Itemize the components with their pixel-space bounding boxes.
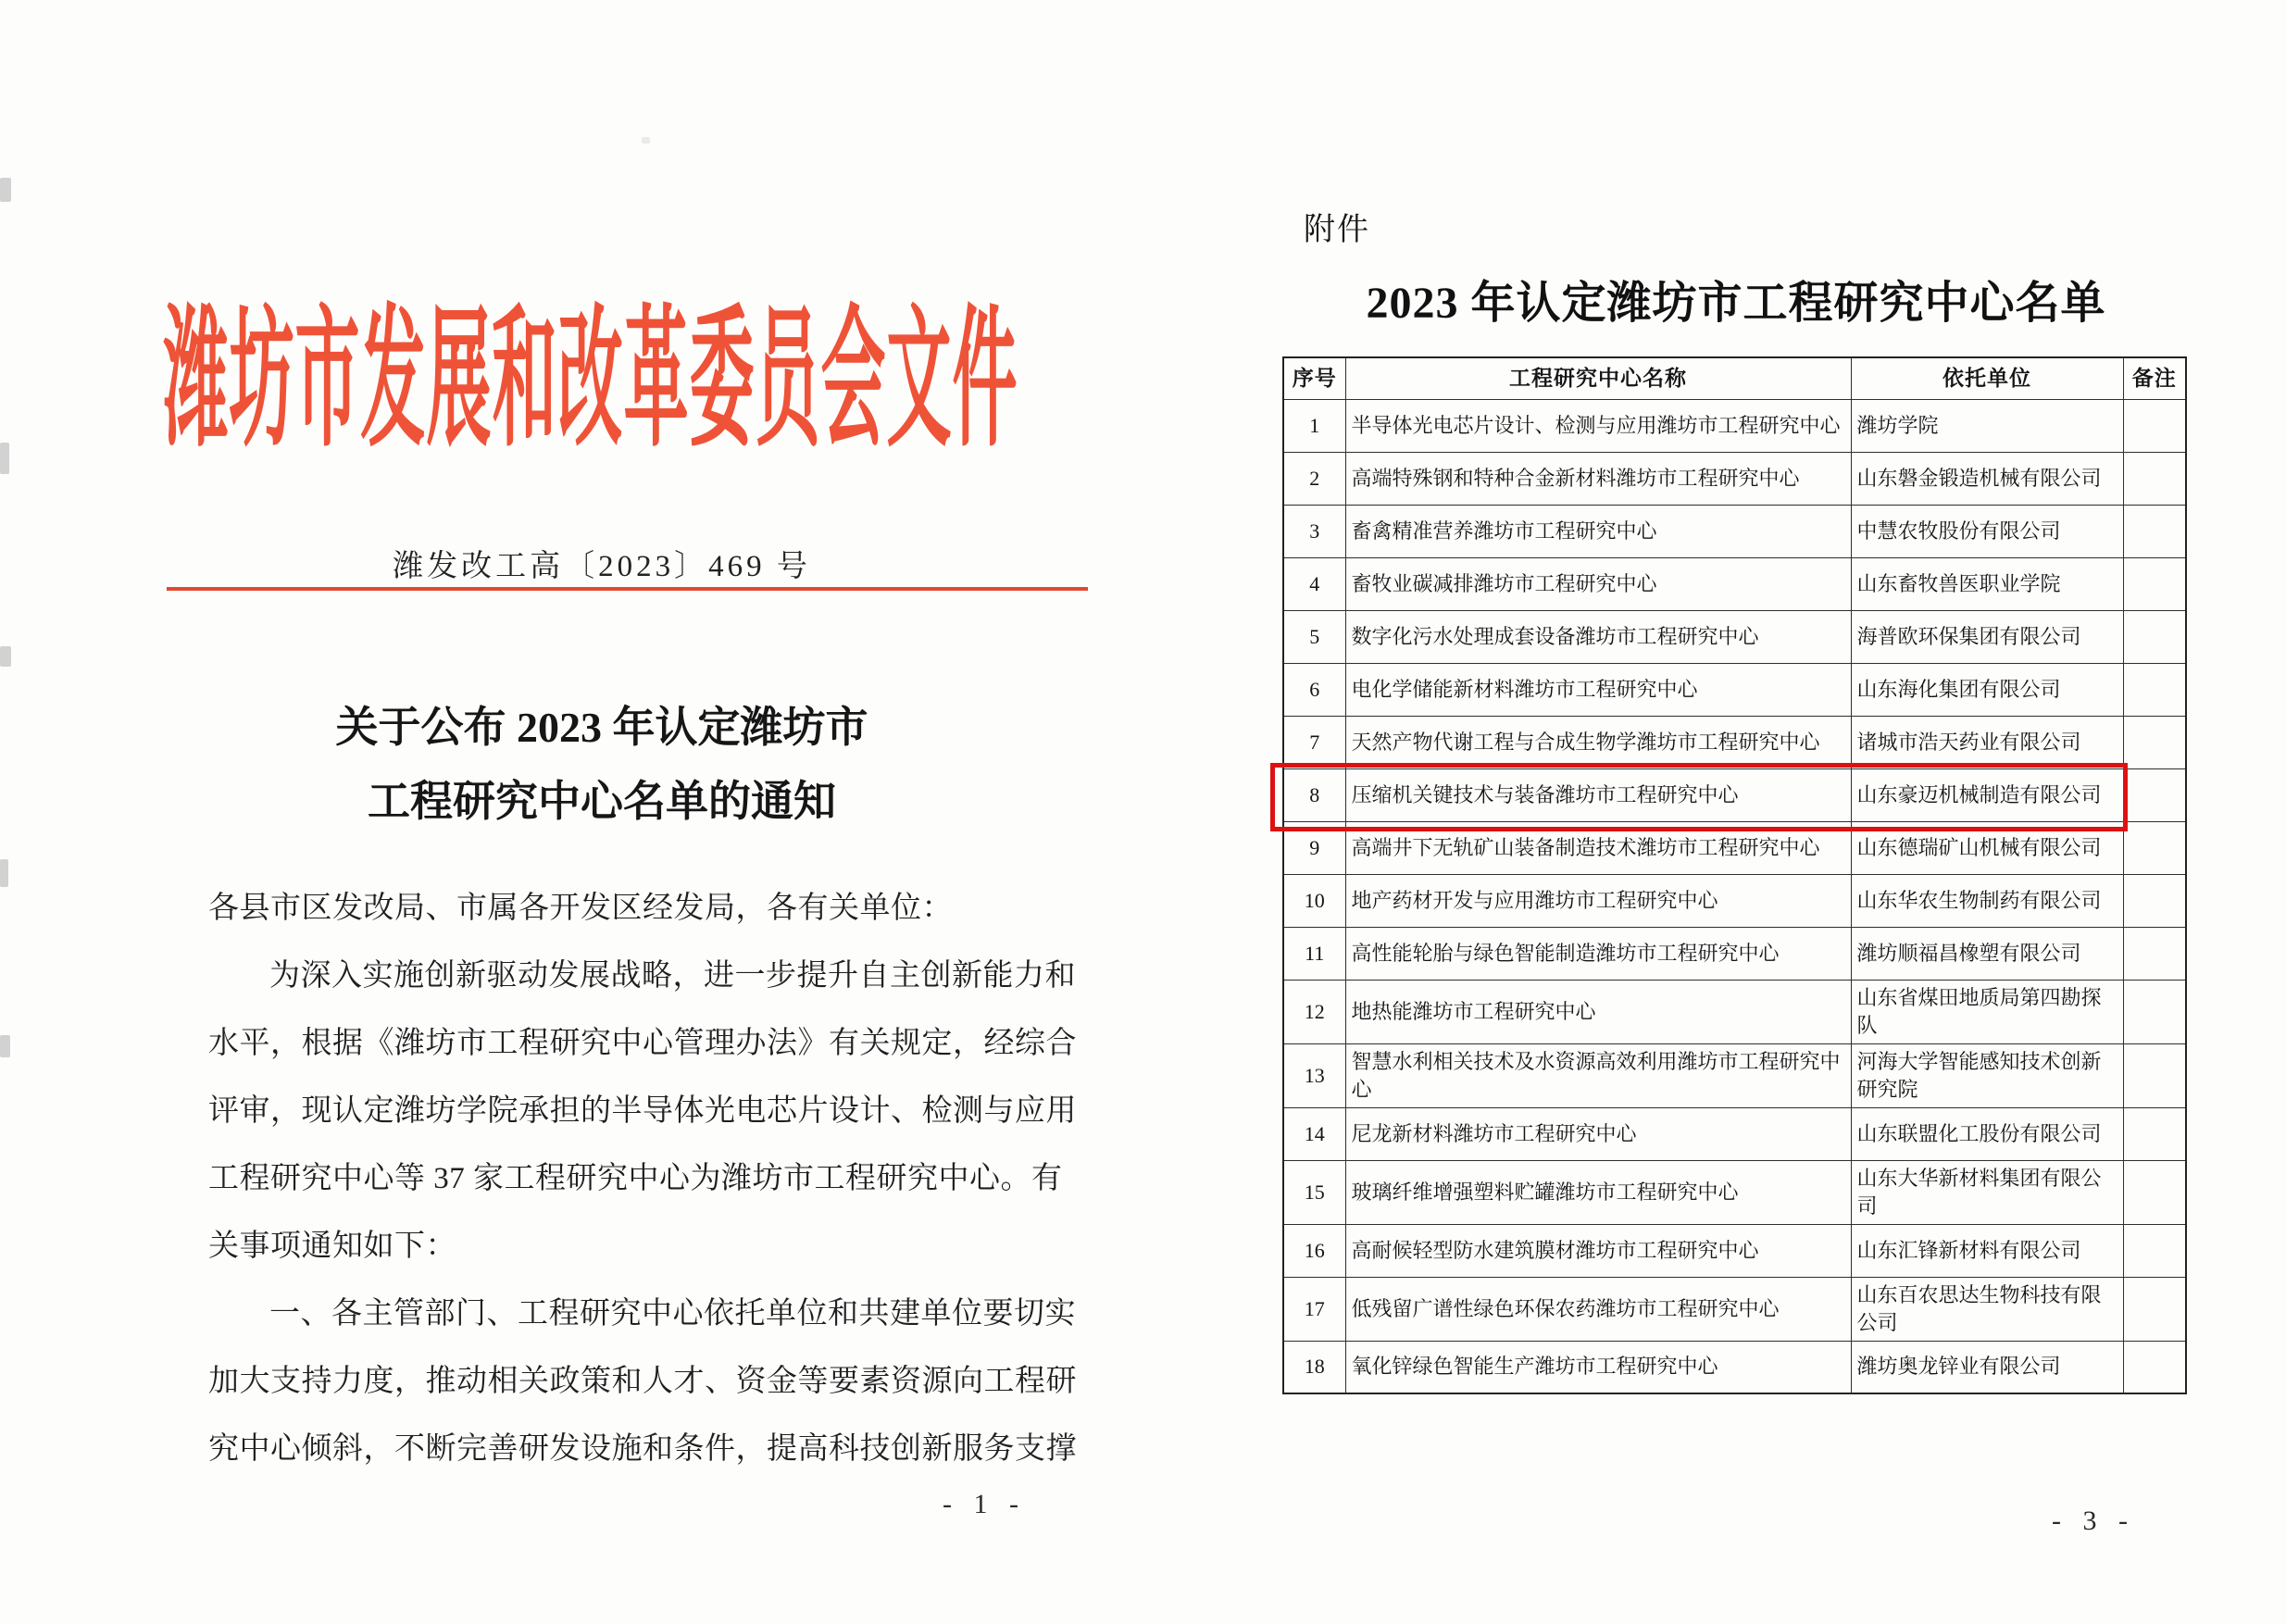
cell-org: 山东百农思达生物科技有限公司 [1851,1277,2123,1341]
cell-org: 中慧农牧股份有限公司 [1851,505,2123,557]
notice-title-line1: 关于公布 2023 年认定潍坊市 [335,704,868,751]
body-line: 一、各主管部门、工程研究中心依托单位和共建单位要切实 [269,1297,1076,1330]
cell-remark [2123,452,2186,505]
cell-name: 高端特殊钢和特种合金新材料潍坊市工程研究中心 [1345,452,1851,505]
cell-org: 山东德瑞矿山机械有限公司 [1851,821,2123,874]
notice-title-line2: 工程研究中心名单的通知 [368,778,836,825]
col-header-org: 依托单位 [1851,357,2123,399]
body-line: 关事项通知如下： [208,1230,456,1263]
cell-org: 山东汇锋新材料有限公司 [1851,1224,2123,1277]
research-center-table [1282,356,2187,1394]
cell-remark [2123,399,2186,452]
table-body [1283,399,2186,1393]
table-row [1283,768,2186,821]
cell-no: 9 [1283,821,1345,874]
cell-name: 畜禽精准营养潍坊市工程研究中心 [1345,505,1851,557]
cell-name: 数字化污水处理成套设备潍坊市工程研究中心 [1345,610,1851,663]
cell-name: 地热能潍坊市工程研究中心 [1345,980,1851,1043]
table-row [1283,1277,2186,1341]
cell-no: 3 [1283,505,1345,557]
cell-name: 高耐候轻型防水建筑膜材潍坊市工程研究中心 [1345,1224,1851,1277]
cell-org: 潍坊奥龙锌业有限公司 [1851,1341,2123,1393]
cell-org: 山东华农生物制药有限公司 [1851,874,2123,927]
cell-remark [2123,1224,2186,1277]
cell-remark [2123,1341,2186,1393]
cell-remark [2123,821,2186,874]
cell-name: 氧化锌绿色智能生产潍坊市工程研究中心 [1345,1341,1851,1393]
page-attachment [1250,0,2286,1624]
cell-org: 山东大华新材料集团有限公司 [1851,1160,2123,1224]
cell-org: 山东联盟化工股份有限公司 [1851,1107,2123,1160]
table-row [1283,1107,2186,1160]
cell-name: 半导体光电芯片设计、检测与应用潍坊市工程研究中心 [1345,399,1851,452]
table-row [1283,1224,2186,1277]
scan-artifact [0,646,11,667]
col-header-no: 序号 [1283,357,1345,399]
cell-no: 6 [1283,663,1345,716]
cell-org: 海普欧环保集团有限公司 [1851,610,2123,663]
table-row [1283,716,2186,768]
table-row [1283,505,2186,557]
cell-no: 1 [1283,399,1345,452]
cell-no: 2 [1283,452,1345,505]
cell-name: 压缩机关键技术与装备潍坊市工程研究中心 [1345,768,1851,821]
cell-name: 高性能轮胎与绿色智能制造潍坊市工程研究中心 [1345,927,1851,980]
cell-remark [2123,874,2186,927]
table-row [1283,1341,2186,1393]
cell-no: 11 [1283,927,1345,980]
attachment-label: 附件 [1304,213,1370,247]
table-row [1283,927,2186,980]
page-notice [120,0,1102,1624]
body-line: 加大支持力度，推动相关政策和人才、资金等要素资源向工程研 [208,1365,1077,1398]
cell-name: 地产药材开发与应用潍坊市工程研究中心 [1345,874,1851,927]
cell-no: 13 [1283,1043,1345,1107]
cell-remark [2123,610,2186,663]
cell-org: 山东海化集团有限公司 [1851,663,2123,716]
table-row [1283,663,2186,716]
cell-name: 尼龙新材料潍坊市工程研究中心 [1345,1107,1851,1160]
cell-no: 7 [1283,716,1345,768]
page-number-left: - 1 - [943,1489,1026,1519]
cell-org: 河海大学智能感知技术创新研究院 [1851,1043,2123,1107]
cell-no: 16 [1283,1224,1345,1277]
col-header-name: 工程研究中心名称 [1345,357,1851,399]
scan-artifact [0,178,11,202]
cell-no: 5 [1283,610,1345,663]
scan-artifact [0,859,8,887]
cell-remark [2123,505,2186,557]
body-line: 评审，现认定潍坊学院承担的半导体光电芯片设计、检测与应用 [208,1094,1077,1128]
cell-name: 智慧水利相关技术及水资源高效利用潍坊市工程研究中心 [1345,1043,1851,1107]
cell-remark [2123,1160,2186,1224]
table-row [1283,874,2186,927]
body-line: 各县市区发改局、市属各开发区经发局，各有关单位： [208,892,953,925]
cell-remark [2123,1107,2186,1160]
letterhead-title: 潍坊市发展和改革委员会文件 [163,298,1018,467]
cell-remark [2123,663,2186,716]
scan-artifact [0,443,9,474]
cell-remark [2123,980,2186,1043]
body-line: 水平，根据《潍坊市工程研究中心管理办法》有关规定，经综合 [208,1027,1077,1060]
notice-title [120,691,1083,839]
cell-name: 畜牧业碳减排潍坊市工程研究中心 [1345,557,1851,610]
cell-name: 低残留广谱性绿色环保农药潍坊市工程研究中心 [1345,1277,1851,1341]
cell-no: 18 [1283,1341,1345,1393]
cell-name: 玻璃纤维增强塑料贮罐潍坊市工程研究中心 [1345,1160,1851,1224]
cell-name: 电化学储能新材料潍坊市工程研究中心 [1345,663,1851,716]
cell-org: 山东豪迈机械制造有限公司 [1851,768,2123,821]
cell-no: 17 [1283,1277,1345,1341]
doc-number: 潍发改工高〔2023〕469 号 [393,550,811,583]
table-wrap [1282,356,2185,1394]
cell-org: 山东畜牧兽医职业学院 [1851,557,2123,610]
table-header-row [1283,357,2186,399]
cell-org: 潍坊顺福昌橡塑有限公司 [1851,927,2123,980]
cell-no: 12 [1283,980,1345,1043]
cell-remark [2123,1043,2186,1107]
cell-org: 山东省煤田地质局第四勘探队 [1851,980,2123,1043]
table-row [1283,610,2186,663]
scan-artifact [0,1035,10,1057]
col-header-remark: 备注 [2123,357,2186,399]
cell-no: 8 [1283,768,1345,821]
cell-org: 潍坊学院 [1851,399,2123,452]
cell-name: 天然产物代谢工程与合成生物学潍坊市工程研究中心 [1345,716,1851,768]
body-line: 工程研究中心等 37 家工程研究中心为潍坊市工程研究中心。有 [208,1162,1063,1195]
cell-remark [2123,557,2186,610]
table-row [1283,557,2186,610]
cell-no: 10 [1283,874,1345,927]
body-line: 究中心倾斜，不断完善研发设施和条件，提高科技创新服务支撑 [208,1432,1077,1466]
cell-name: 高端井下无轨矿山装备制造技术潍坊市工程研究中心 [1345,821,1851,874]
cell-remark [2123,1277,2186,1341]
table-row [1283,452,2186,505]
table-row [1283,399,2186,452]
cell-no: 14 [1283,1107,1345,1160]
letterhead-divider [167,587,1088,591]
table-row [1283,980,2186,1043]
page-number-right: - 3 - [2052,1505,2135,1536]
cell-no: 15 [1283,1160,1345,1224]
table-row [1283,1043,2186,1107]
cell-remark [2123,927,2186,980]
cell-org: 诸城市浩天药业有限公司 [1851,716,2123,768]
table-row [1283,1160,2186,1224]
notice-body [208,875,1077,1483]
cell-remark [2123,716,2186,768]
table-row [1283,821,2186,874]
body-line: 为深入实施创新驱动发展战略，进一步提升自主创新能力和 [269,959,1076,993]
cell-no: 4 [1283,557,1345,610]
attachment-title: 2023 年认定潍坊市工程研究中心名单 [1366,279,2106,328]
cell-remark [2123,768,2186,821]
table-header [1283,357,2186,399]
cell-org: 山东磐金锻造机械有限公司 [1851,452,2123,505]
